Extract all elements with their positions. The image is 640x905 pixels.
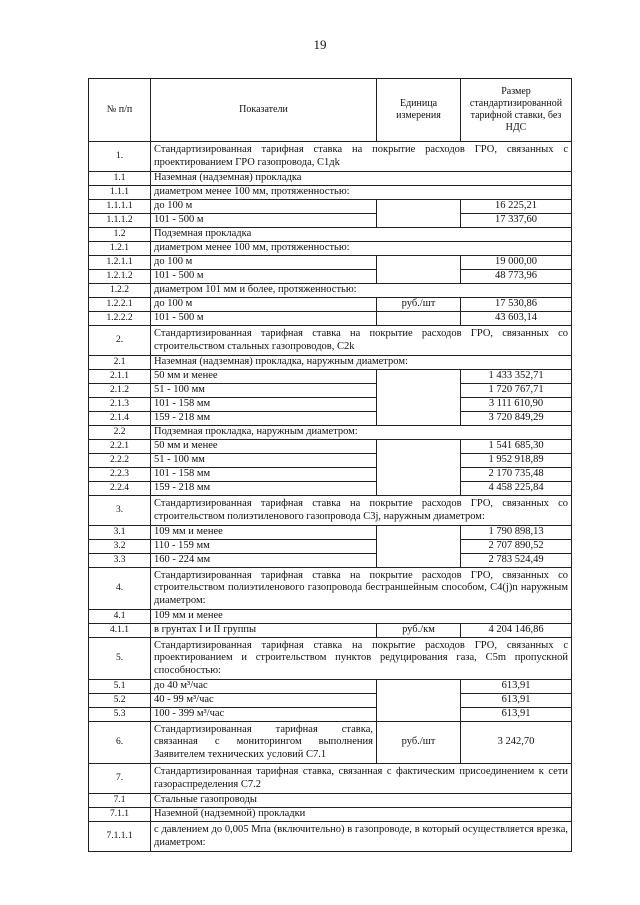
row-number: 3.2 [89, 540, 151, 554]
row-text: Стандартизированная тарифная ставка, связанная с фактическим присоединением к сети газораспределения C7.2 [151, 764, 572, 794]
row-text: до 100 м [151, 200, 377, 214]
value-cell: 3 720 849,29 [461, 412, 572, 426]
table-row [89, 398, 572, 412]
row-text: 101 - 158 мм [151, 468, 377, 482]
table-row [89, 426, 572, 440]
row-text: Стандартизированная тарифная ставка, связанная с мониторингом выполнения Заявителем технических условий C7.1 [151, 722, 377, 764]
value-cell: 4 458 225,84 [461, 482, 572, 496]
row-text: Стальные газопроводы [151, 794, 572, 808]
table-row [89, 228, 572, 242]
unit-cell [377, 526, 461, 568]
header-indicator: Показатели [151, 79, 377, 142]
value-cell: 3 111 610,90 [461, 398, 572, 412]
table-row [89, 822, 572, 852]
table-row [89, 610, 572, 624]
row-number: 2. [89, 326, 151, 356]
row-text: до 40 м³/час [151, 680, 377, 694]
row-number: 5.3 [89, 708, 151, 722]
row-text: 40 - 99 м³/час [151, 694, 377, 708]
row-text: 159 - 218 мм [151, 482, 377, 496]
row-number: 7.1.1.1 [89, 822, 151, 852]
row-text: Наземная (надземная) прокладка [151, 172, 572, 186]
row-text: Стандартизированная тарифная ставка на покрытие расходов ГРО, связанных с проектированием ГРО газопровода, C1дk [151, 142, 572, 172]
table-row [89, 142, 572, 172]
value-cell: 613,91 [461, 708, 572, 722]
table-row [89, 722, 572, 764]
value-cell: 1 720 767,71 [461, 384, 572, 398]
value-cell: 613,91 [461, 694, 572, 708]
table-row [89, 440, 572, 454]
row-number: 3. [89, 496, 151, 526]
row-number: 1.1.1.2 [89, 214, 151, 228]
header-unit: Единица измерения [377, 79, 461, 142]
value-cell: 48 773,96 [461, 270, 572, 284]
row-number: 1.1.1.1 [89, 200, 151, 214]
table-row [89, 694, 572, 708]
row-text: Подземная прокладка [151, 228, 572, 242]
table-row [89, 454, 572, 468]
row-text: 101 - 500 м [151, 312, 377, 326]
table-row [89, 526, 572, 540]
row-number: 3.1 [89, 526, 151, 540]
row-number: 5.1 [89, 680, 151, 694]
table-row [89, 680, 572, 694]
row-text: 110 - 159 мм [151, 540, 377, 554]
unit-cell [377, 256, 461, 284]
row-text: Наземной (надземной) прокладки [151, 808, 572, 822]
value-cell: 1 541 685,30 [461, 440, 572, 454]
value-cell: 3 242,70 [461, 722, 572, 764]
table-row [89, 412, 572, 426]
table-row [89, 214, 572, 228]
unit-cell [377, 440, 461, 496]
row-text: 100 - 399 м³/час [151, 708, 377, 722]
table-row [89, 256, 572, 270]
row-number: 2.1.2 [89, 384, 151, 398]
table-row [89, 808, 572, 822]
row-text: 159 - 218 мм [151, 412, 377, 426]
row-number: 2.1.3 [89, 398, 151, 412]
row-text: 51 - 100 мм [151, 384, 377, 398]
row-number: 2.2 [89, 426, 151, 440]
row-number: 7.1 [89, 794, 151, 808]
table-row [89, 284, 572, 298]
row-number: 7.1.1 [89, 808, 151, 822]
unit-cell: руб./шт [377, 722, 461, 764]
row-number: 5.2 [89, 694, 151, 708]
row-number: 2.1 [89, 356, 151, 370]
value-cell: 613,91 [461, 680, 572, 694]
tariff-table [88, 78, 572, 852]
row-text: 101 - 500 м [151, 270, 377, 284]
row-text: Стандартизированная тарифная ставка на покрытие расходов ГРО, связанных со строительством полиэтиленового газопровода C3j, наружным диаметром: [151, 496, 572, 526]
row-number: 7. [89, 764, 151, 794]
row-number: 2.2.4 [89, 482, 151, 496]
table-row [89, 186, 572, 200]
table-row [89, 794, 572, 808]
value-cell: 2 707 890,52 [461, 540, 572, 554]
table-row [89, 638, 572, 680]
row-text: Стандартизированная тарифная ставка на покрытие расходов ГРО, связанных со строительством стальных газопроводов, C2k [151, 326, 572, 356]
row-text: Стандартизированная тарифная ставка на покрытие расходов ГРО, связанных с проектированием и строительством пунктов редуцирования газа, C5m пропускной способностью: [151, 638, 572, 680]
row-text: 109 мм и менее [151, 610, 572, 624]
unit-cell [377, 370, 461, 426]
table-row [89, 326, 572, 356]
page-number: 19 [313, 37, 327, 52]
row-number: 1.2.2.2 [89, 312, 151, 326]
row-text: 51 - 100 мм [151, 454, 377, 468]
row-text: диаметром 101 мм и более, протяженностью: [151, 284, 572, 298]
value-cell: 1 952 918,89 [461, 454, 572, 468]
row-number: 1.2.1 [89, 242, 151, 256]
table-row [89, 496, 572, 526]
table-row [89, 298, 572, 312]
row-number: 2.1.1 [89, 370, 151, 384]
table-row [89, 624, 572, 638]
unit-cell [377, 200, 461, 228]
value-cell: 17 530,86 [461, 298, 572, 312]
table-row [89, 200, 572, 214]
row-number: 1.1.1 [89, 186, 151, 200]
value-cell: 4 204 146,86 [461, 624, 572, 638]
row-text: Подземная прокладка, наружным диаметром: [151, 426, 572, 440]
table-row [89, 270, 572, 284]
row-number: 3.3 [89, 554, 151, 568]
row-number: 4.1.1 [89, 624, 151, 638]
row-number: 1.2.2 [89, 284, 151, 298]
row-text: диаметром менее 100 мм, протяженностью: [151, 242, 572, 256]
row-text: 101 - 500 м [151, 214, 377, 228]
table-row [89, 708, 572, 722]
table-row [89, 482, 572, 496]
unit-cell: руб./км [377, 624, 461, 638]
row-number: 1.2.1.1 [89, 256, 151, 270]
table-row [89, 568, 572, 610]
value-cell: 1 790 898,13 [461, 526, 572, 540]
value-cell: 43 603,14 [461, 312, 572, 326]
table-row [89, 554, 572, 568]
row-text: Наземная (надземная) прокладка, наружным диаметром: [151, 356, 572, 370]
row-text: 160 - 224 мм [151, 554, 377, 568]
table-row [89, 312, 572, 326]
table-row [89, 764, 572, 794]
row-text: 109 мм и менее [151, 526, 377, 540]
table-row [89, 242, 572, 256]
row-number: 2.2.2 [89, 454, 151, 468]
row-text: в грунтах I и II группы [151, 624, 377, 638]
row-number: 2.1.4 [89, 412, 151, 426]
row-number: 1.2.1.2 [89, 270, 151, 284]
value-cell: 17 337,60 [461, 214, 572, 228]
row-text: 50 мм и менее [151, 440, 377, 454]
unit-cell [377, 312, 461, 326]
table-row [89, 356, 572, 370]
value-cell: 19 000,00 [461, 256, 572, 270]
value-cell: 1 433 352,71 [461, 370, 572, 384]
row-text: до 100 м [151, 298, 377, 312]
header-rate: Размер стандартизированной тарифной ставки, без НДС [461, 79, 572, 142]
row-number: 1.2.2.1 [89, 298, 151, 312]
row-number: 1.1 [89, 172, 151, 186]
row-number: 1. [89, 142, 151, 172]
row-number: 4. [89, 568, 151, 610]
row-text: Стандартизированная тарифная ставка на покрытие расходов ГРО, связанных со строительством полиэтиленового газопровода бестраншейным способом, C4(j)n наружным диаметром: [151, 568, 572, 610]
row-text: до 100 м [151, 256, 377, 270]
unit-cell [377, 680, 461, 722]
value-cell: 16 225,21 [461, 200, 572, 214]
unit-cell: руб./шт [377, 298, 461, 312]
row-number: 2.2.3 [89, 468, 151, 482]
row-number: 5. [89, 638, 151, 680]
row-number: 2.2.1 [89, 440, 151, 454]
table-row [89, 370, 572, 384]
row-text: диаметром менее 100 мм, протяженностью: [151, 186, 572, 200]
row-text: с давлением до 0,005 Мпа (включительно) в газопроводе, в который осуществляется врезка, диаметром: [151, 822, 572, 852]
table-row [89, 540, 572, 554]
row-number: 1.2 [89, 228, 151, 242]
row-text: 101 - 158 мм [151, 398, 377, 412]
row-number: 6. [89, 722, 151, 764]
value-cell: 2 783 524,49 [461, 554, 572, 568]
table-header-row [89, 79, 572, 142]
table-row [89, 468, 572, 482]
table-row [89, 172, 572, 186]
row-number: 4.1 [89, 610, 151, 624]
table-row [89, 384, 572, 398]
header-num: № п/п [89, 79, 151, 142]
row-text: 50 мм и менее [151, 370, 377, 384]
value-cell: 2 170 735,48 [461, 468, 572, 482]
